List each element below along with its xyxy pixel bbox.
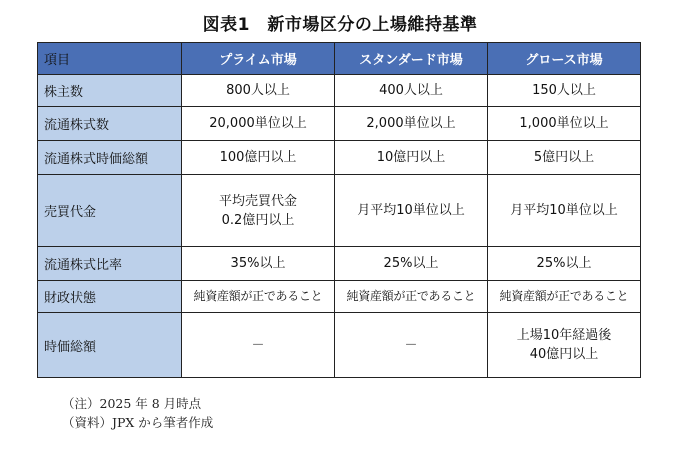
- cell-line: 上場10年経過後: [516, 328, 612, 343]
- cell-standard: －: [335, 313, 488, 378]
- cell-prime: 純資産額が正であること: [182, 281, 335, 313]
- row-label: 流通株式時価総額: [38, 141, 182, 175]
- header-growth-market: グロース市場: [488, 43, 641, 75]
- cell-growth: [488, 313, 641, 378]
- cell-growth: 1,000単位以上: [488, 107, 641, 141]
- note-source: （資料）JPX から筆者作成: [62, 415, 214, 430]
- header-standard-market: スタンダード市場: [335, 43, 488, 75]
- header-item: 項目: [38, 43, 182, 75]
- table-row: [38, 247, 641, 281]
- cell-line: 40億円以上: [529, 347, 599, 362]
- cell-prime: －: [182, 313, 335, 378]
- row-label: 時価総額: [38, 313, 182, 378]
- table-row: [38, 175, 641, 247]
- cell-growth: 純資産額が正であること: [488, 281, 641, 313]
- header-prime-market: プライム市場: [182, 43, 335, 75]
- cell-growth: 25%以上: [488, 247, 641, 281]
- cell-standard: 月平均10単位以上: [335, 175, 488, 247]
- cell-standard: 純資産額が正であること: [335, 281, 488, 313]
- cell-growth: 5億円以上: [488, 141, 641, 175]
- table-row: [38, 313, 641, 378]
- row-label: 流通株式比率: [38, 247, 182, 281]
- row-label: 財政状態: [38, 281, 182, 313]
- table-row: [38, 141, 641, 175]
- cell-growth: 月平均10単位以上: [488, 175, 641, 247]
- cell-prime: 35%以上: [182, 247, 335, 281]
- listing-criteria-table: [37, 42, 641, 378]
- row-label: 株主数: [38, 75, 182, 107]
- table-row: [38, 281, 641, 313]
- note-date: （注）2025 年 8 月時点: [62, 396, 202, 411]
- row-label: 売買代金: [38, 175, 182, 247]
- table-header-row: [38, 43, 641, 75]
- table-row: [38, 107, 641, 141]
- cell-line: 0.2億円以上: [221, 212, 295, 228]
- footnotes: [62, 394, 213, 432]
- cell-prime: [182, 175, 335, 247]
- cell-line: 平均売買代金: [218, 193, 297, 209]
- cell-prime: 800人以上: [182, 75, 335, 107]
- cell-standard: 10億円以上: [335, 141, 488, 175]
- cell-standard: 400人以上: [335, 75, 488, 107]
- cell-standard: 25%以上: [335, 247, 488, 281]
- cell-growth: 150人以上: [488, 75, 641, 107]
- cell-prime: 20,000単位以上: [182, 107, 335, 141]
- cell-standard: 2,000単位以上: [335, 107, 488, 141]
- row-label: 流通株式数: [38, 107, 182, 141]
- table-row: [38, 75, 641, 107]
- figure-title: 図表1 新市場区分の上場維持基準: [202, 15, 478, 35]
- cell-prime: 100億円以上: [182, 141, 335, 175]
